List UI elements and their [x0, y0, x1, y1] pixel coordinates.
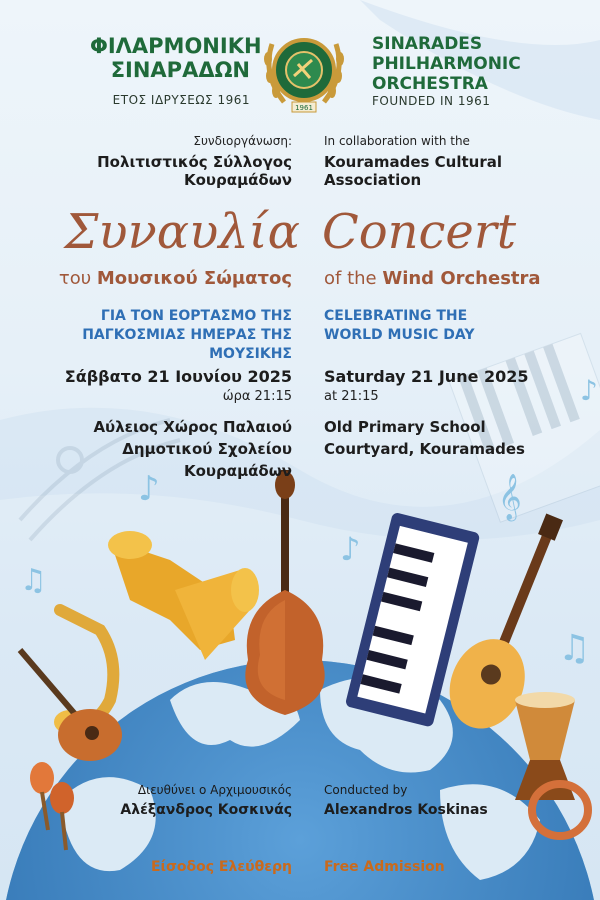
- conductor-en-name: Alexandros Koskinas: [324, 802, 488, 818]
- admission-en: Free Admission: [324, 859, 445, 875]
- date-gr: Σάββατο 21 Ιουνίου 2025: [64, 367, 292, 386]
- en-collab-label: In collaboration with the: [324, 134, 470, 148]
- conductor-gr-label: Διευθύνει ο Αρχιμουσικός: [137, 783, 292, 797]
- conductor-gr-name: Αλέξανδρος Κοσκινάς: [120, 802, 292, 818]
- gr-founded: ΕΤΟΣ ΙΔΡΥΣΕΩΣ 1961: [112, 93, 250, 107]
- gr-collab-org: Πολιτιστικός Σύλλογος Κουραμάδων: [97, 153, 292, 189]
- subtitle-en: [324, 268, 594, 289]
- venue-en-line1: Old Primary School: [324, 418, 486, 436]
- venue-gr-line1: Αύλειος Χώρος Παλαιού: [93, 418, 292, 436]
- svg-text:♫: ♫: [20, 563, 47, 598]
- admission-gr: Είσοδος Ελεύθερη: [150, 859, 292, 875]
- gr-name-line1: ΦΙΛΑΡΜΟΝΙΚΗ: [90, 34, 262, 58]
- svg-text:♪: ♪: [138, 469, 160, 509]
- occasion-gr-line2: ΠΑΓΚΟΣΜΙΑΣ ΗΜΕΡΑΣ ΤΗΣ ΜΟΥΣΙΚΗΣ: [82, 327, 292, 362]
- svg-text:♪: ♪: [340, 530, 361, 568]
- date-en: Saturday 21 June 2025: [324, 367, 529, 386]
- conductor-en-label: Conducted by: [324, 783, 408, 797]
- occasion-en-line2: WORLD MUSIC DAY: [324, 327, 475, 343]
- gr-name-line2: ΣΙΝΑΡΑΔΩΝ: [110, 58, 250, 82]
- svg-text:♫: ♫: [558, 628, 591, 669]
- venue-gr-line2: Δημοτικού Σχολείου Κουραμάδων: [122, 440, 292, 480]
- gr-collab-label: Συνδιοργάνωση:: [193, 134, 292, 148]
- subtitle-en-prefix: of the: [324, 268, 383, 289]
- emblem-year: 1961: [295, 104, 313, 112]
- subtitle-gr-prefix: του: [58, 268, 97, 289]
- en-name-line2: PHILHARMONIC: [372, 54, 521, 74]
- emblem-logo: [254, 24, 354, 114]
- subtitle-gr-strong: Μουσικού Σώματος: [96, 268, 292, 289]
- occasion-gr-line1: ΓΙΑ ΤΟΝ ΕΟΡΤΑΣΜΟ ΤΗΣ: [100, 308, 292, 324]
- time-gr: ώρα 21:15: [222, 389, 292, 404]
- en-name-line1: SINARADES: [372, 34, 483, 54]
- occasion-en-line1: CELEBRATING THE: [324, 308, 468, 324]
- svg-text:♪: ♪: [580, 374, 598, 407]
- title-en: Concert: [322, 204, 517, 260]
- svg-text:𝄞: 𝄞: [498, 474, 522, 520]
- title-gr: Συναυλία: [64, 204, 300, 260]
- venue-en-line2: Courtyard, Kouramades: [324, 440, 525, 458]
- subtitle-en-strong: Wind Orchestra: [382, 268, 541, 289]
- en-collab-org: Kouramades Cultural Association: [324, 153, 503, 189]
- en-name-line3: ORCHESTRA: [372, 74, 488, 94]
- en-founded: FOUNDED IN 1961: [372, 94, 491, 108]
- subtitle-gr: [20, 268, 292, 289]
- time-en: at 21:15: [324, 389, 379, 404]
